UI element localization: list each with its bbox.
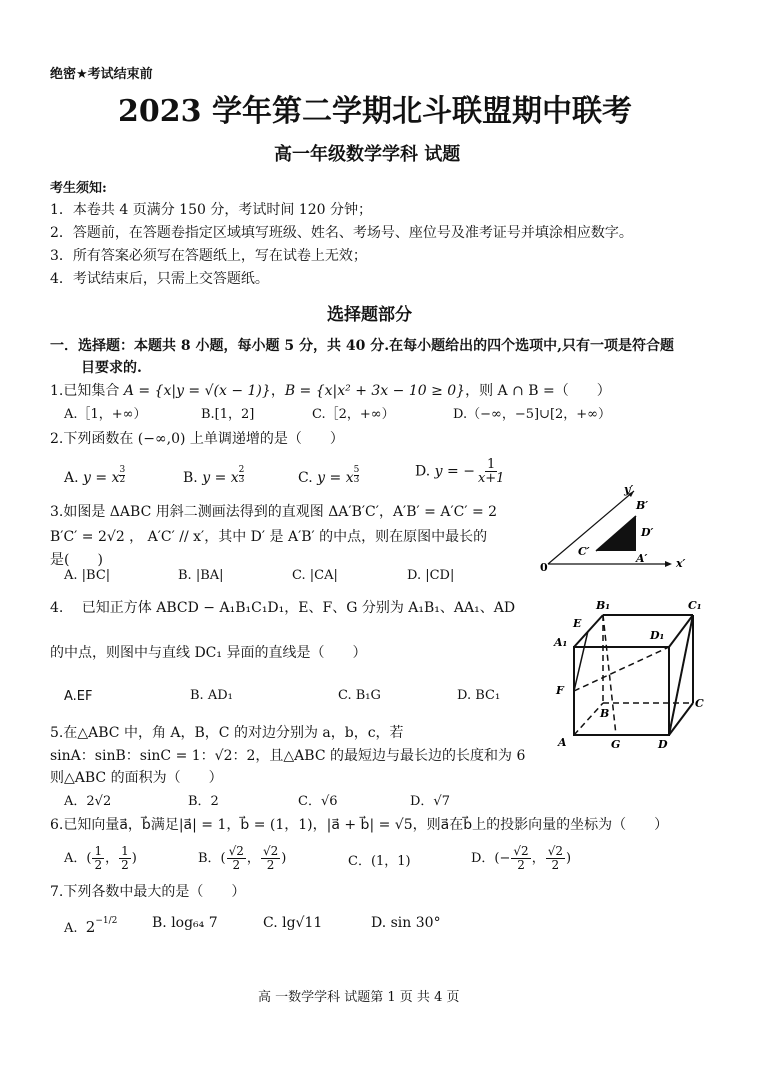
question-4-line: 4. 已知正方体 ABCD − A₁B₁C₁D₁，E、F、G 分别为 A₁B₁、AA₁、AD (50, 600, 516, 616)
section-title: 选择题部分 (327, 305, 412, 325)
notice-heading: 考生须知: (50, 181, 107, 196)
option-b: B. AD₁ (190, 688, 233, 703)
segment-fd1 (574, 647, 669, 691)
option-b: B. log₆₄ 7 (152, 915, 218, 931)
option-b: B．( $\frac{√2}{2}$ ， $\frac{√2}{2}$ ) (198, 844, 287, 872)
notice-item: 1．本卷共 4 页满分 150 分，考试时间 120 分钟； (50, 202, 372, 218)
question-1-stem: 1.已知集合 A = {x|y = √(x − 1)}，B = {x|x² + 3x − 10 ≥ 0}，则 A ∩ B =（ ） (50, 383, 611, 399)
question-4-line: 的中点，则图中与直线 DC₁ 异面的直线是（ ） (50, 645, 367, 661)
cube-figure (548, 595, 710, 755)
label-d1: D₁ (650, 629, 665, 642)
page-subtitle: 高一年级数学学科 试题 (274, 144, 461, 165)
option-c: C. |CA| (292, 568, 338, 583)
option-c: C.［2，+∞） (312, 407, 395, 422)
label-b: B (600, 707, 610, 720)
option-c: C．√6 (298, 794, 338, 809)
label-e: E (573, 617, 582, 630)
question-2-stem: 2.下列函数在 (−∞,0) 上单调递增的是（ ） (50, 431, 344, 447)
cube-front-face (574, 647, 669, 735)
question-3-line: B′C′ = 2√2 ， A′C′ // x′，其中 D′ 是 A′B′ 的中点，则在原图中最长的 (50, 529, 488, 545)
option-c: C．(1，1) (348, 854, 411, 869)
notice-item: 3．所有答案必须写在答题纸上，写在试卷上无效； (50, 248, 367, 264)
label-d: D (658, 738, 668, 751)
question-5-line: sinA：sinB：sinC = 1：√2：2，且△ABC 的最短边与最长边的长度和为 6 (50, 748, 526, 764)
option-b: B.[1，2] (201, 407, 255, 422)
option-a: A. $2^{-1/2}$ (64, 915, 118, 936)
question-5-line: 则△ABC 的面积为（ ） (50, 770, 223, 786)
option-d: D. |CD| (407, 568, 455, 583)
option-b: B．2 (188, 794, 219, 809)
label-a1: A₁ (554, 636, 568, 649)
part-instructions: 一．选择题：本题共 8 小题，每小题 5 分，共 40 分.在每小题给出的四个选项中,只有一项是符合题 (50, 338, 674, 354)
option-a: A. |BC| (64, 568, 111, 583)
question-3-line: 是( ) (50, 552, 103, 568)
option-b: B. |BA| (178, 568, 224, 583)
part-instructions-cont: 目要求的. (81, 360, 142, 376)
label-d: D′ (641, 526, 654, 539)
option-d: D．√7 (410, 794, 450, 809)
label-c: C′ (578, 545, 590, 558)
y-axis-line (548, 491, 634, 564)
label-origin: 0 (540, 561, 548, 574)
label-b1: B₁ (596, 599, 611, 612)
option-d: D.（−∞，−5]∪[2，+∞） (453, 407, 612, 422)
page-title: 2023 学年第二学期北斗联盟期中联考 (118, 94, 632, 129)
label-a: A′ (636, 552, 648, 565)
option-a: A.［1，+∞） (64, 407, 147, 422)
option-c: C. y = x $\frac{5}{3}$ (298, 465, 360, 486)
option-a: A．( $\frac{1}{2}$ ， $\frac{1}{2}$ ) (64, 844, 137, 872)
label-b: B′ (636, 499, 649, 512)
label-f: F (556, 684, 564, 697)
edge-ab (574, 703, 603, 735)
option-d: D. sin 30° (371, 915, 441, 931)
page-footer: 高 一数学学科 试题第 1 页 共 4 页 (258, 990, 460, 1005)
question-3-line: 3.如图是 ΔABC 用斜二测画法得到的直观图 ΔA′B′C′，A′B′ = A′C′ = 2 (50, 504, 498, 520)
option-a: A.EF (64, 689, 93, 704)
option-b: B. y = x $\frac{2}{3}$ (183, 465, 245, 486)
option-d: D．(− $\frac{√2}{2}$ ， $\frac{√2}{2}$ ) (471, 844, 572, 872)
question-5-line: 5.在△ABC 中，角 A，B，C 的对边分别为 a，b，c，若 (50, 725, 404, 741)
question-6-stem: 6.已知向量a⃗，b⃗满足|a⃗| = 1，b⃗ = (1，1)，|a⃗ + b⃗| = √5，则a⃗在b⃗上的投影向量的坐标为（ ） (50, 817, 669, 833)
option-a: A．2√2 (64, 794, 112, 809)
label-x: x′ (676, 557, 686, 570)
confidential-mark: 绝密★考试结束前 (50, 67, 153, 82)
option-d: D. BC₁ (457, 688, 501, 703)
option-d: D. y = − $\frac{1}{x+1}$ (415, 457, 505, 486)
x-axis-arrow (665, 561, 672, 567)
option-a: A. y = x $\frac{3}{2}$ (64, 465, 126, 486)
notice-item: 2．答题前，在答题卷指定区域填写班级、姓名、考场号、座位号及准考证号并填涂相应数字。 (50, 225, 633, 241)
option-c: C. B₁G (338, 688, 381, 703)
label-g: G (611, 738, 621, 751)
label-c1: C₁ (688, 599, 702, 612)
oblique-projection-figure (538, 478, 690, 576)
notice-item: 4．考试结束后，只需上交答题纸。 (50, 271, 269, 287)
question-7-stem: 7.下列各数中最大的是（ ） (50, 884, 246, 900)
option-c: C. lg√11 (263, 915, 323, 931)
label-c: C (695, 697, 704, 710)
label-y: y′ (624, 483, 634, 496)
label-a: A (558, 736, 567, 749)
segment-dc1 (669, 615, 693, 735)
